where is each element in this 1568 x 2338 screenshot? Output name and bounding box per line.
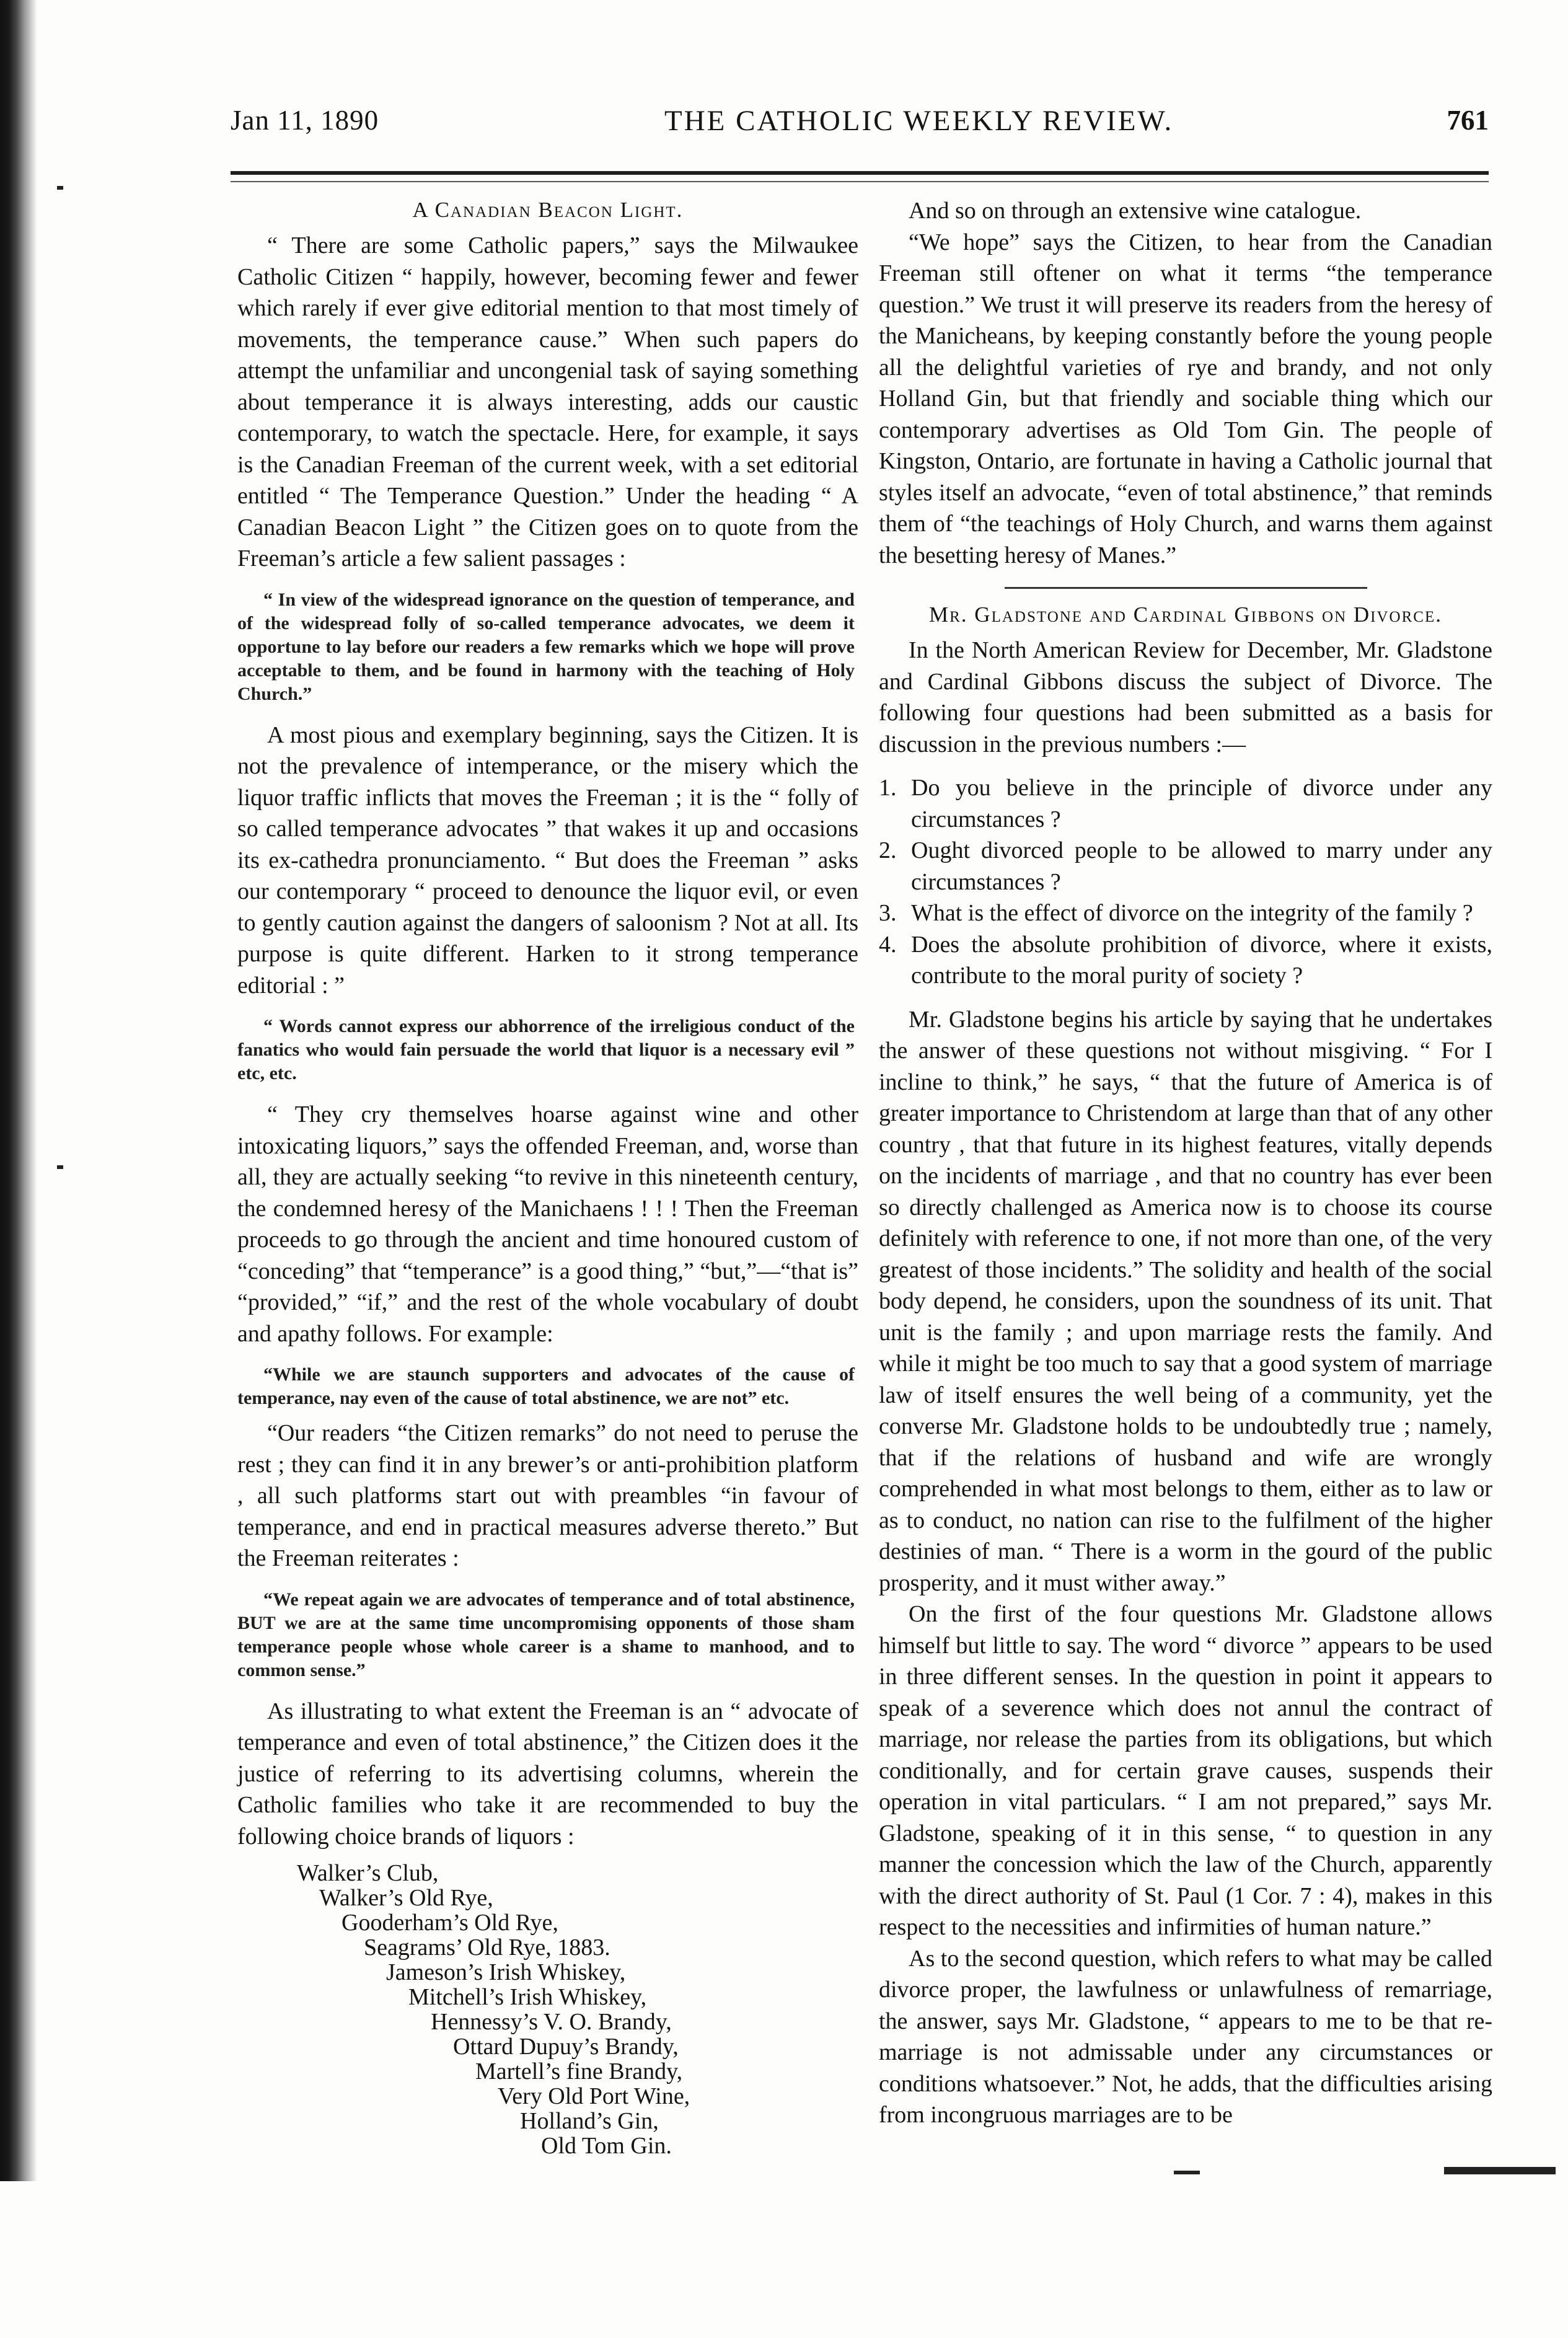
publication-title: THE CATHOLIC WEEKLY REVIEW.: [664, 105, 1174, 137]
paragraph: A most pious and exemplary beginning, says the Citizen. It is not the prevalence of intemperance, or the misery which the liquor traffic inflicts that moves the Freeman ; it is the “ folly of so called temperance advocates ” that wakes it up and occasions its ex-cathedra pronunciamento. “ But does the Freeman ” asks our contemporary “ proceed to denounce the liquor evil, or even to gently caution against the dangers of saloonism ? Not at all. Its purpose is quite different. Harken to it strong temperance editorial : ”: [237, 721, 858, 999]
list-text: Do you believe in the principle of divorce under any circumstances ?: [911, 775, 1492, 832]
liquor-item: Old Tom Gin.: [541, 2133, 672, 2159]
block-quote: “While we are staunch supporters and advocates of the cause of temperance, nay even of the cause of total abstinence, we are not” etc.: [237, 1364, 855, 1408]
block-quote: “ In view of the widespread ignorance on the question of temperance, and of the widespread folly of so-called temperance advocates, we deem it opportune to lay before our readers a few remarks which we hope will prove acceptable to them, and be found in harmony with the teaching of Holy Church.”: [237, 589, 855, 704]
list-number: 2.: [879, 837, 897, 863]
paragraph: “Our readers “the Citizen remarks” do not need to peruse the rest ; they can find it in any brewer’s or anti-prohibition platform , all such platforms start out with preambles “in favour of temperance, and end in practical measures adverse thereto.” But the Freeman reiterates :: [237, 1420, 858, 1571]
list-text: Does the absolute prohibition of divorce, where it exists, contribute to the moral purity of society ?: [911, 931, 1492, 989]
liquor-item: Very Old Port Wine,: [498, 2083, 690, 2109]
page-mark: [1174, 2171, 1200, 2174]
paragraph: As to the second question, which refers to what may be called divorce proper, the lawfulness or unlawfulness of remarriage, the answer, says Mr. Gladstone, “ appears to me to be that re-marriage is not admissable under any circumstances or conditions whatsoever.” Not, he adds, that the difficulties arising from incongruous marriages are to be: [879, 1945, 1492, 2128]
left-column: [237, 195, 858, 2338]
question-list: [879, 772, 1492, 992]
paragraph: On the first of the four questions Mr. Gladstone allows himself but little to say. The word “ divorce ” appears to be used in three different senses. In the question in point it appears to speak of a severence which does not annul the contract of marriage, nor release the parties from its obligations, but which conditionally, and for certain grave causes, suspends their operation in vital particulars. “ I am not prepared,” says Mr. Gladstone, speaking of it in this sense, “ to question in any manner the concession which the law of the Church, apparently with the direct authority of St. Paul (1 Cor. 7 : 4), makes in this respect to the necessities and infirmities of human nature.”: [879, 1601, 1492, 1940]
paragraph: “We hope” says the Citizen, to hear from the Canadian Freeman still oftener on what it terms “the temperance question.” We trust it will preserve its readers from the heresy of the Manicheans, by keeping constantly before the young people all the delightful varieties of rye and brandy, and not only Holland Gin, but that friendly and sociable thing which our contemporary advertises as Old Tom Gin. The people of Kingston, Ontario, are fortunate in having a Catholic journal that styles itself an advocate, “even of total abstinence,” that reminds them of “the teachings of Holy Church, and warns them against the besetting heresy of Manes.”: [879, 229, 1492, 568]
liquor-item: Mitchell’s Irish Whiskey,: [408, 1984, 647, 2010]
liquor-item: Martell’s fine Brandy,: [475, 2058, 683, 2084]
book-spine-shadow: [0, 0, 37, 2181]
list-number: 4.: [879, 931, 897, 958]
page-number: 761: [1447, 105, 1489, 136]
running-header: [231, 104, 1489, 141]
list-text: What is the effect of divorce on the integrity of the family ?: [911, 900, 1473, 926]
liquor-item: Walker’s Old Rye,: [319, 1885, 493, 1911]
liquor-item: Gooderham’s Old Rye,: [341, 1910, 558, 1936]
block-quote: “We repeat again we are advocates of temperance and of total abstinence, BUT we are at the same time uncompromising opponents of those sham temperance people whose whole career is a shame to manhood, and to common sense.”: [237, 1589, 855, 1680]
list-item: [879, 835, 1492, 898]
header-rule-thin: [231, 181, 1489, 182]
paragraph: “ They cry themselves hoarse against wine and other intoxicating liquors,” says the offended Freeman, and, worse than all, they are actually seeking “to revive in this nineteenth century, the condemned heresy of the Manichaens ! ! ! Then the Freeman proceeds to go through the ancient and time honoured custom of “conceding” that “temperance” is a good thing,” “but,”—“that is” “provided,” “if,” and the rest of the whole vocabulary of doubt and apathy follows. For example:: [237, 1101, 858, 1347]
liquor-item: Hennessy’s V. O. Brandy,: [431, 2009, 672, 2035]
article-heading-divorce: Mr. Gladstone and Cardinal Gibbons on Divorce.: [929, 602, 1442, 627]
block-quote: “ Words cannot express our abhorrence of the irreligious conduct of the fanatics who would fain persuade the world that liquor is a necessary evil ” etc, etc.: [237, 1016, 855, 1083]
page-mark: [1444, 2167, 1556, 2174]
margin-mark: [57, 1165, 63, 1169]
liquor-item: Holland’s Gin,: [520, 2108, 659, 2134]
liquor-item: Seagrams’ Old Rye, 1883.: [364, 1934, 610, 1961]
paragraph: In the North American Review for December, Mr. Gladstone and Cardinal Gibbons discuss the subject of Divorce. The following four questions had been submitted as a basis for discussion in the previous numbers :—: [879, 637, 1492, 757]
paragraph: “ There are some Catholic papers,” says the Milwaukee Catholic Citizen “ happily, however, becoming fewer and fewer which rarely if ever give editorial mention to that most timely of movements, the temperance cause.” When such papers do attempt the unfamiliar and uncongenial task of saying something about temperance it is always interesting, adds our caustic contemporary, to watch the spectacle. Here, for example, it says is the Canadian Freeman of the current week, with a set editorial entitled “ The Temperance Question.” Under the heading “ A Canadian Beacon Light ” the Citizen goes on to quote from the Freeman’s article a few salient passages :: [237, 232, 858, 571]
margin-mark: [57, 186, 63, 190]
list-number: 1.: [879, 775, 897, 801]
issue-date: Jan 11, 1890: [231, 105, 379, 136]
paragraph: Mr. Gladstone begins his article by saying that he undertakes the answer of these questions not without misgiving. “ For I incline to think,” he says, “ that the future of America is of greater importance to Christendom at large than that of any other country , that that future in its highest features, vitally depends on the incidents of marriage , and that no country has ever been so directly challenged as America now is to choose its course definitely with reference to one, if not more than one, of the very greatest of those incidents.” The solidity and health of the social body depend, he considers, upon the soundness of its unit. That unit is the family ; and upon marriage rests the family. And while it might be too much to say that a good system of marriage law of itself ensures the well being of a community, yet the converse Mr. Gladstone holds to be undoubtedly true ; namely, that if the relations of husband and wife are wrongly comprehended in what most belongs to them, either as to law or as to conduct, no nation can rise to the fulfilment of the higher destinies of man. “ There is a worm in the gourd of the public prosperity, and it must wither away.”: [879, 1006, 1492, 1596]
liquor-list: [237, 1861, 858, 2338]
list-number: 3.: [879, 900, 897, 926]
paragraph: And so on through an extensive wine catalogue.: [909, 198, 1362, 224]
liquor-item: Jameson’s Irish Whiskey,: [386, 1959, 626, 1985]
header-rule: [231, 171, 1489, 175]
list-item: [879, 772, 1492, 835]
liquor-item: Ottard Dupuy’s Brandy,: [453, 2034, 679, 2060]
list-text: Ought divorced people to be allowed to marry under any circumstances ?: [911, 837, 1492, 895]
paragraph: As illustrating to what extent the Freeman is an “ advocate of temperance and even of total abstinence,” the Citizen does it the justice of referring to its advertising columns, wherein the Catholic families who take it are recommended to buy the following choice brands of liquors :: [237, 1698, 858, 1850]
list-item: [879, 929, 1492, 992]
right-column: [879, 195, 1492, 2131]
list-item: [879, 898, 1492, 929]
article-heading-beacon: A Canadian Beacon Light.: [412, 198, 684, 222]
section-separator: [1005, 587, 1367, 589]
liquor-item: Walker’s Club,: [297, 1860, 439, 1886]
